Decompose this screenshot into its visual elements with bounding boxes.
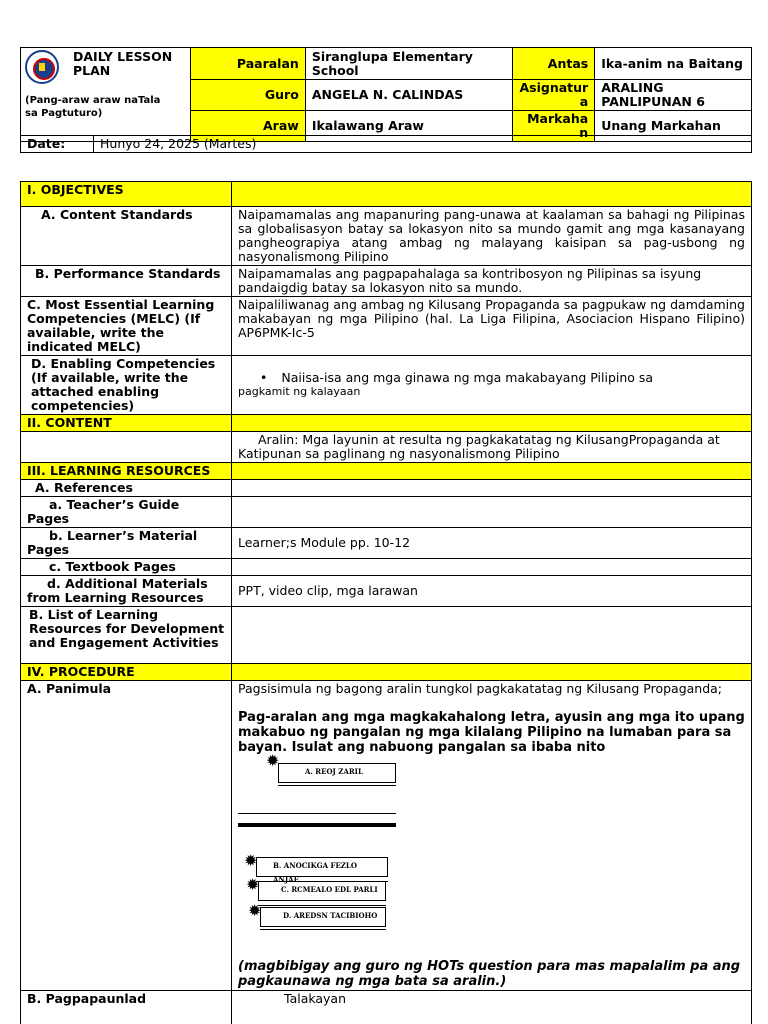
asignatura-label: Asignatura (513, 80, 595, 111)
content-heading: II. CONTENT (21, 415, 232, 432)
enabling-cell (232, 356, 752, 415)
objectives-heading: I. OBJECTIVES (21, 182, 232, 207)
procedure-heading-fill (232, 664, 752, 681)
objectives-heading-fill (232, 182, 752, 207)
content-standards-text: Naipamamalas ang mapanuring pang-unawa at kaalaman sa bahagi ng Pilipinas sa globalisasyon batay sa lokasyon nito sa mundo gamit ang mga kasanayang pangheograpiya atang ambag ng malayang kaisipan sa pag-usbong ng nasyonalismong Pilipino (232, 207, 752, 266)
textbook-value (232, 559, 752, 576)
melc-label: C. Most Essential Learning Competencies (MELC) (If available, write the indicated MELC) (21, 297, 232, 356)
lesson-table (20, 181, 752, 1024)
markahan-label: Markahan (513, 111, 595, 142)
textbook-label: c. Textbook Pages (21, 559, 232, 576)
learners-material-value: Learner;s Module pp. 10-12 (232, 528, 752, 559)
puzzle-box-d: D. AREDSN TACIBIOHO (260, 907, 386, 927)
content-heading-fill (232, 415, 752, 432)
learners-material-label: b. Learner’s Material Pages (21, 528, 232, 559)
teachers-guide-label: a. Teacher’s Guide Pages (21, 497, 232, 528)
date-value: Hunyo 24, 2025 (Martes) (94, 136, 752, 153)
plan-title: DAILY LESSON PLAN (73, 49, 173, 78)
list-of-resources-value (232, 607, 752, 664)
sun-icon: ✹ (266, 751, 280, 770)
pagpapaunlad-label: B. Pagpapaunlad (21, 991, 232, 1024)
performance-standards-label: B. Performance Standards (21, 266, 232, 297)
references-value (232, 480, 752, 497)
paaralan-value: Siranglupa Elementary School (305, 48, 513, 80)
bullet-icon: • (260, 370, 268, 385)
list-of-resources-label: B. List of Learning Resources for Development and Engagement Activities (21, 607, 232, 664)
header-table (20, 47, 752, 142)
divider-rule (238, 823, 396, 827)
guro-value: ANGELA N. CALINDAS (305, 80, 513, 111)
puzzle-box-b: B. ANOCIKGA FEZLO ANJAE (256, 857, 388, 877)
panimula-note: (magbibigay ang guro ng HOTs question para mas mapalalim pa ang pagkaunawa ng mga bata sa aralin.) (238, 959, 741, 989)
deped-seal-logo (25, 50, 59, 84)
date-label: Date: (21, 136, 94, 153)
teachers-guide-value (232, 497, 752, 528)
content-standards-label: A. Content Standards (21, 207, 232, 266)
enabling-label: D. Enabling Competencies (If available, write the attached enabling competencies) (21, 356, 232, 415)
markahan-value: Unang Markahan (595, 111, 752, 142)
pagpapaunlad-value: Talakayan (232, 991, 752, 1024)
melc-text: Naipaliliwanag ang ambag ng Kilusang Propaganda sa pagpukaw ng damdaming makabayan ng mga Pilipino (hal. La Liga Filipina, Asociacion Hispano Filipino) AP6PMK-Ic-5 (232, 297, 752, 356)
additional-materials-label: d. Additional Materials from Learning Resources (21, 576, 232, 607)
antas-value: Ika-anim na Baitang (595, 48, 752, 80)
performance-standards-text: Naipamamalas ang pagpapahalaga sa kontribosyon ng Pilipinas sa isyung pandaigdig batay sa lokasyon nito sa mundo. (232, 266, 752, 297)
panimula-label: A. Panimula (21, 681, 232, 991)
sun-icon: ✹ (248, 901, 262, 920)
paaralan-label: Paaralan (190, 48, 305, 80)
answer-line (278, 785, 396, 786)
additional-materials-value: PPT, video clip, mga larawan (232, 576, 752, 607)
puzzle-box-a: A. REOJ ZARIL (278, 763, 396, 783)
araw-value: Ikalawang Araw (305, 111, 513, 142)
panimula-intro: Pagsisimula ng bagong aralin tungkol pagkakatatag ng Kilusang Propaganda; (238, 681, 723, 696)
answer-line (238, 813, 396, 814)
antas-label: Antas (513, 48, 595, 80)
word-puzzle (238, 751, 538, 947)
sun-icon: ✹ (246, 875, 260, 894)
aralin-text: Aralin: Mga layunin at resulta ng pagkakatatag ng KilusangPropaganda at Katipunan sa paglinang ng nasyonalismong Pilipino (232, 432, 752, 463)
panimula-task: Pag-aralan ang mga magkakahalong letra, ayusin ang mga ito upang makabuo ng pangalan ng mga kilalang Pilipino na lumaban para sa bayan. Isulat ang nabuong pangalan sa ibaba nito (238, 710, 745, 755)
guro-label: Guro (190, 80, 305, 111)
resources-heading-fill (232, 463, 752, 480)
enabling-line2: pagkamit ng kalayaan (238, 385, 361, 398)
procedure-heading: IV. PROCEDURE (21, 664, 232, 681)
araw-label: Araw (190, 111, 305, 142)
plan-title-cell (21, 48, 191, 142)
panimula-cell (232, 681, 752, 991)
resources-heading: III. LEARNING RESOURCES (21, 463, 232, 480)
date-table (20, 135, 752, 153)
answer-line (258, 905, 386, 906)
content-empty-cell (21, 432, 232, 463)
plan-subtitle: (Pang-araw araw naTala sa Pagtuturo) (25, 95, 161, 119)
asignatura-value: ARALING PANLIPUNAN 6 (595, 80, 752, 111)
references-label: A. References (21, 480, 232, 497)
sun-icon: ✹ (244, 851, 258, 870)
enabling-line1: Naiisa-isa ang mga ginawa ng mga makabayang Pilipino sa (281, 370, 654, 385)
answer-line (260, 929, 386, 930)
puzzle-box-c: C. RCMEALO EDL PARLI (258, 881, 386, 901)
